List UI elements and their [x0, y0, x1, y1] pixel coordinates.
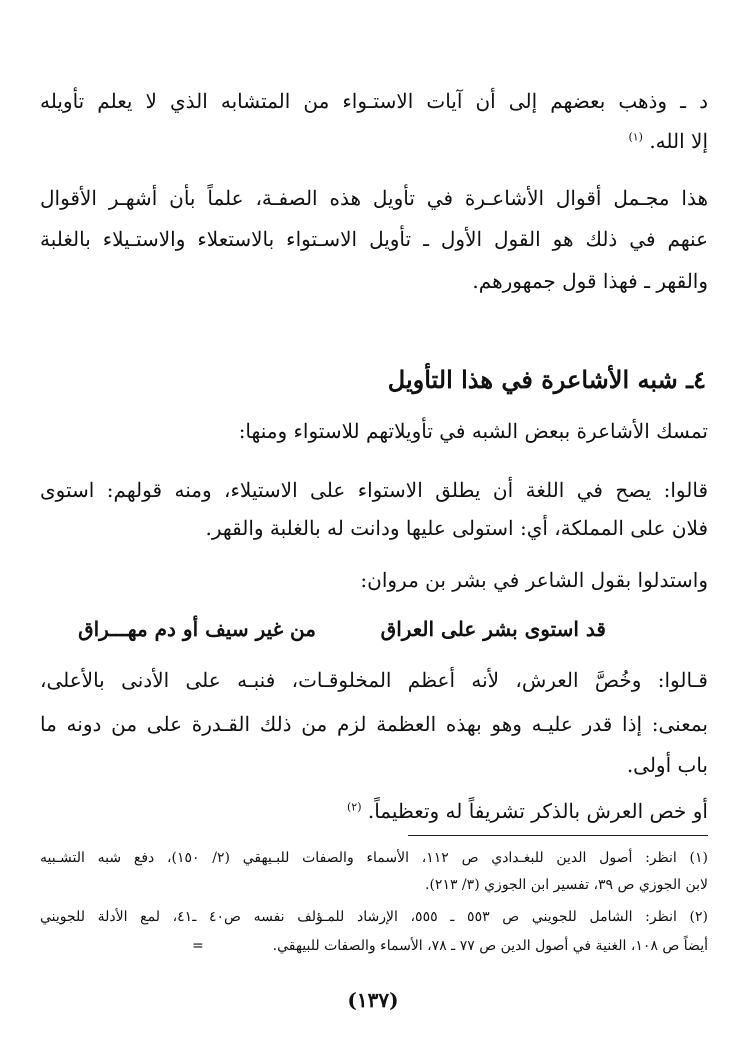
body-text: إلا الله. — [649, 129, 708, 153]
section-heading: ٤ـ شبه الأشاعرة في هذا التأويل — [387, 365, 706, 394]
body-line — [40, 748, 708, 782]
footnote-text: أيضاً ص ١٠٨، الغنية في أصول الدين ص ٧٧ ـ ٧٨، الأسماء والصفات للبيهقي. — [272, 938, 708, 954]
body-line — [40, 181, 708, 215]
footnote-text: (٢) انظر: الشامل للجويني ص ٥٥٣ ـ ٥٥٥، الإرشاد للمـؤلف نفسه ص٤٠ ـ٤١، لمع الأدلة للجويني — [40, 909, 708, 925]
body-text: تمسك الأشاعرة ببعض الشبه في تأويلاتهم للاستواء ومنها: — [238, 419, 708, 443]
body-text: فلان على المملكة، أي: استولى عليها ودانت له بالغلبة والقهر. — [205, 516, 708, 540]
body-text: هذا مجـمل أقوال الأشاعـرة في تأويل هذه الصفـة، علماً بأن أشهـر الأقوال — [40, 186, 708, 210]
body-text: بمعنى: إذا قدر عليـه وهو بهذه العظمة لزم من ذلك القـدرة على من دونه ما — [40, 712, 708, 736]
footnote-text: (١) انظر: أصول الدين للبغـدادي ص ١١٢، الأسماء والصفات للبـيهقي (٢/ ١٥٠)، دفع شبه التشـبيه — [40, 850, 709, 866]
footnote-ref: (٢) — [346, 800, 362, 814]
body-text: أو خص العرش بالذكر تشريفاً له وتعظيماً. — [367, 799, 708, 823]
body-text: قالوا: يصح في اللغة أن يطلق الاستواء على الاستيلاء، ومنه قولهم: استوى — [40, 478, 709, 502]
footnote-line — [40, 905, 708, 929]
verse-hemistich-second: من غير سيف أو دم مهـــراق — [78, 617, 316, 641]
body-line — [40, 663, 708, 697]
footnote-ref: (١) — [628, 130, 643, 144]
footnote-line — [40, 934, 708, 958]
body-line — [40, 264, 708, 298]
body-line — [40, 794, 708, 828]
continuation-mark: = — [192, 938, 204, 954]
body-line — [40, 124, 708, 158]
footnote-line — [40, 873, 708, 897]
body-text: والقهر ـ فهذا قول جمهورهم. — [472, 269, 708, 293]
footnote-text: لابن الجوزي ص ٣٩، تفسير ابن الجوزي (٣/ ٢١٣). — [425, 877, 708, 893]
verse-hemistich-first: قد استوى بشر على العراق — [380, 617, 606, 641]
footnote-separator — [408, 835, 708, 836]
footnote-line — [40, 846, 708, 870]
body-text: واستدلوا بقول الشاعر في بشر بن مروان: — [360, 568, 708, 592]
body-text: باب أولى. — [626, 753, 708, 777]
body-line — [40, 707, 708, 741]
body-text: قـالوا: وخُصَّ العرش، لأنه أعظم المخلوقـات، فنبـه على الأدنى بالأعلى، — [40, 668, 708, 692]
body-line — [40, 84, 708, 118]
body-line — [40, 222, 708, 256]
body-text: عنهم في ذلك هو القول الأول ـ تأويل الاسـتواء بالاستعلاء والاستـيلاء بالغلبة — [40, 227, 709, 251]
body-line — [40, 414, 708, 448]
body-line — [40, 511, 708, 545]
body-line — [40, 473, 708, 507]
body-line — [40, 563, 708, 597]
body-text: د ـ وذهب بعضهم إلى أن آيات الاستـواء من المتشابه الذي لا يعلم تأويله — [40, 89, 708, 113]
page-number: (١٣٧) — [347, 988, 399, 1012]
